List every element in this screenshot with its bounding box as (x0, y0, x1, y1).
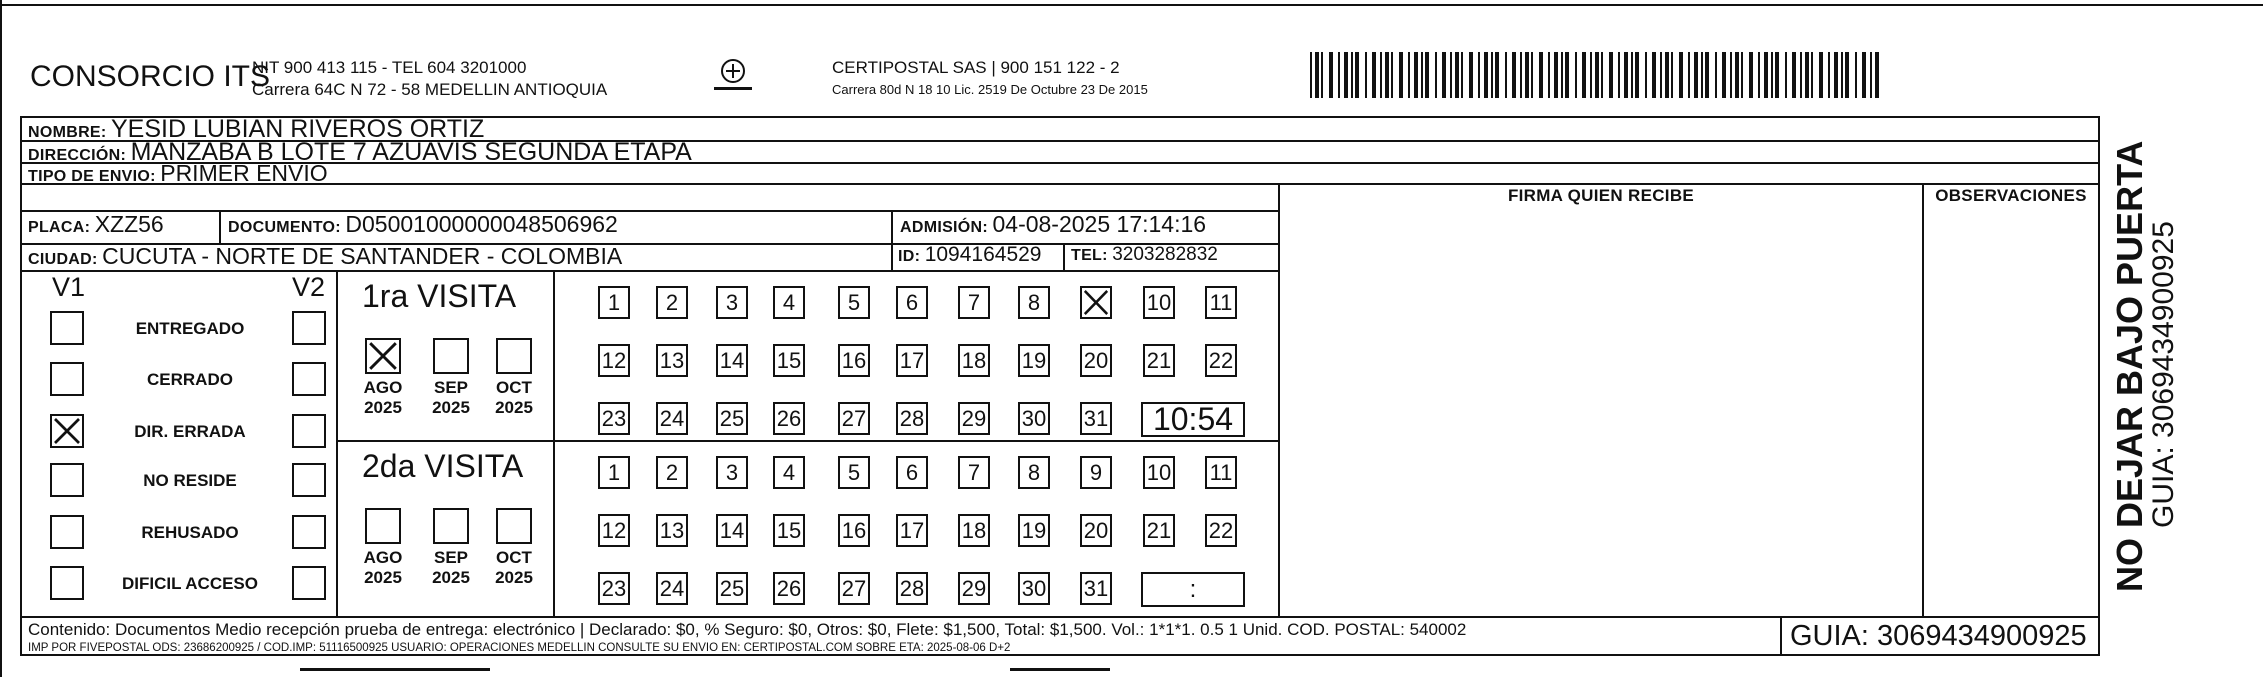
day-number: 31 (1083, 576, 1109, 601)
day-number: 29 (961, 576, 987, 601)
day-number: 16 (841, 518, 867, 543)
month-year: 2025 (364, 568, 402, 587)
day-box[interactable] (1018, 572, 1050, 605)
day-box[interactable] (716, 344, 748, 377)
v2-checkbox[interactable] (292, 311, 326, 345)
day-number: 3 (725, 290, 739, 315)
day-box[interactable] (1143, 514, 1175, 547)
day-box[interactable] (656, 402, 688, 435)
nombre-value: YESID LUBIAN RIVEROS ORTIZ (111, 115, 485, 143)
day-box[interactable] (838, 456, 870, 489)
day-number: 18 (961, 348, 987, 373)
day-box[interactable] (896, 514, 928, 547)
day-number: 28 (899, 406, 925, 431)
id-value: 1094164529 (924, 243, 1042, 266)
day-number: 26 (776, 576, 802, 601)
day-number: 19 (1021, 348, 1047, 373)
day-number: 17 (899, 518, 925, 543)
day-number: 2 (665, 460, 679, 485)
day-box[interactable] (656, 572, 688, 605)
day-number: 7 (967, 460, 981, 485)
day-number: 25 (719, 406, 745, 431)
day-box[interactable] (838, 402, 870, 435)
month-name: OCT (496, 378, 532, 397)
month-checkbox[interactable] (433, 338, 469, 374)
day-box[interactable] (896, 572, 928, 605)
documento-label: DOCUMENTO: (228, 219, 341, 236)
visit-2-title: 2da VISITA (362, 448, 524, 484)
day-box[interactable] (1080, 572, 1112, 605)
day-number: 24 (659, 576, 685, 601)
day-number: 15 (776, 348, 802, 373)
v2-checkbox[interactable] (292, 414, 326, 448)
day-box[interactable] (896, 456, 928, 489)
v2-header: V2 (292, 272, 326, 302)
day-box[interactable] (773, 286, 805, 319)
day-box[interactable] (656, 286, 688, 319)
day-box[interactable] (598, 514, 630, 547)
status-label: CERRADO (147, 370, 233, 389)
certipostal-nit: CERTIPOSTAL SAS | 900 151 122 - 2 (832, 58, 1120, 77)
day-box[interactable] (838, 286, 870, 319)
day-box[interactable] (656, 514, 688, 547)
day-box[interactable] (1143, 344, 1175, 377)
company-name: CONSORCIO ITS (30, 60, 271, 93)
day-box[interactable] (716, 286, 748, 319)
day-box[interactable] (958, 456, 990, 489)
day-box[interactable] (1080, 456, 1112, 489)
tipo-envio-label: TIPO DE ENVIO: (28, 168, 156, 185)
left-edge (0, 0, 2, 677)
month-year: 2025 (432, 398, 470, 417)
month-name: SEP (433, 548, 469, 567)
side-warning: NO DEJAR BAJO PUERTA (2109, 140, 2150, 592)
day-number: 23 (601, 406, 627, 431)
day-number: 31 (1083, 406, 1109, 431)
status-label: NO RESIDE (143, 471, 237, 490)
day-box[interactable] (958, 514, 990, 547)
v2-checkbox[interactable] (292, 515, 326, 549)
id-label: ID: (898, 248, 921, 265)
day-box[interactable] (598, 286, 630, 319)
day-box[interactable] (1205, 286, 1237, 319)
nombre-label: NOMBRE: (28, 124, 107, 141)
day-number: 10 (1146, 290, 1172, 315)
day-number: 5 (847, 290, 861, 315)
company-address: Carrera 64C N 72 - 58 MEDELLIN ANTIOQUIA (252, 80, 608, 99)
day-box[interactable] (1080, 286, 1112, 319)
month-checkbox[interactable] (433, 508, 469, 544)
ciudad-field (28, 243, 622, 270)
status-label: DIR. ERRADA (134, 422, 246, 441)
day-number: 14 (719, 518, 745, 543)
day-number: 30 (1021, 576, 1047, 601)
day-box[interactable] (598, 456, 630, 489)
day-box[interactable] (1018, 456, 1050, 489)
day-number: 14 (719, 348, 745, 373)
month-name: AGO (363, 378, 403, 397)
day-box[interactable] (1018, 344, 1050, 377)
month-checkbox[interactable] (496, 508, 532, 544)
tel-label: TEL: (1071, 247, 1108, 264)
month-label (355, 548, 411, 588)
side-guia: GUIA: 3069434900925 (2147, 221, 2180, 528)
day-number: 4 (782, 460, 796, 485)
day-box[interactable] (1143, 456, 1175, 489)
day-box[interactable] (598, 344, 630, 377)
day-number: 1 (607, 290, 621, 315)
month-checkbox[interactable] (365, 338, 401, 374)
day-box[interactable] (838, 572, 870, 605)
v1-checkbox[interactable] (50, 311, 84, 345)
day-number: 22 (1208, 348, 1234, 373)
day-box[interactable] (1018, 286, 1050, 319)
month-checkbox[interactable] (365, 508, 401, 544)
day-number: 16 (841, 348, 867, 373)
day-number: 26 (776, 406, 802, 431)
placa-label: PLACA: (28, 219, 91, 236)
month-name: AGO (363, 548, 403, 567)
day-number: 5 (847, 460, 861, 485)
month-checkbox[interactable] (496, 338, 532, 374)
day-box[interactable] (896, 344, 928, 377)
day-number: 21 (1146, 518, 1172, 543)
day-number: 1 (607, 460, 621, 485)
day-box[interactable] (716, 514, 748, 547)
day-number: 19 (1021, 518, 1047, 543)
admision-label: ADMISIÓN: (900, 219, 989, 236)
day-box[interactable] (773, 514, 805, 547)
company-nit: NIT 900 413 115 - TEL 604 3201000 (252, 58, 527, 77)
day-number: 11 (1209, 290, 1233, 315)
day-box[interactable] (598, 402, 630, 435)
certipostal-address: Carrera 80d N 18 10 Lic. 2519 De Octubre 23 De 2015 (832, 82, 1148, 97)
documento-field (228, 211, 618, 238)
month-label (486, 378, 542, 418)
v1-checkbox[interactable] (50, 463, 84, 497)
day-box[interactable] (896, 286, 928, 319)
tel-value: 3203282832 (1112, 244, 1218, 265)
month-label (423, 378, 479, 418)
day-number: 8 (1027, 460, 1041, 485)
day-number: 8 (1027, 290, 1041, 315)
day-number: 22 (1208, 518, 1234, 543)
documento-value: D05001000000048506962 (345, 211, 618, 237)
tipo-envio-value: PRIMER ENVIO (160, 160, 328, 186)
day-number: 9 (1089, 460, 1103, 485)
visit-time[interactable]: : (1141, 572, 1245, 607)
status-label: DIFICIL ACCESO (121, 574, 258, 593)
month-name: SEP (433, 378, 469, 397)
day-box[interactable] (773, 402, 805, 435)
day-number: 28 (899, 576, 925, 601)
day-number: 11 (1209, 460, 1233, 485)
month-label (423, 548, 479, 588)
day-box[interactable] (838, 514, 870, 547)
day-box[interactable] (1018, 402, 1050, 435)
day-box[interactable] (1143, 286, 1175, 319)
day-number: 18 (961, 518, 987, 543)
placa-value: XZZ56 (94, 211, 164, 237)
tel-field (1071, 244, 1218, 266)
observaciones-header: OBSERVACIONES (1935, 186, 2087, 205)
day-box[interactable] (656, 344, 688, 377)
ciudad-label: CIUDAD: (28, 251, 98, 268)
v1-checkbox[interactable] (50, 414, 84, 448)
footer-contenido: Contenido: Documentos Medio recepción prueba de entrega: electrónico | Declarado: $0, % Seguro: $0, Otros: $0, Flete: $1,500, Total: $1,500. Vol.: 1*1*1. 0.5 1 Unid. COD. POSTAL: 540002 (28, 620, 1467, 639)
status-label: REHUSADO (141, 523, 239, 542)
day-number: 12 (601, 348, 627, 373)
day-box[interactable] (1080, 514, 1112, 547)
day-box[interactable] (1080, 344, 1112, 377)
day-box[interactable] (958, 344, 990, 377)
day-number: 6 (905, 290, 919, 315)
month-year: 2025 (495, 398, 533, 417)
day-number: 7 (967, 290, 981, 315)
day-number: 13 (659, 518, 685, 543)
day-number: 29 (961, 406, 987, 431)
day-box[interactable] (656, 456, 688, 489)
v2-checkbox[interactable] (292, 463, 326, 497)
v1-checkbox[interactable] (50, 566, 84, 600)
top-edge (0, 4, 2263, 6)
v1-checkbox[interactable] (50, 362, 84, 396)
barcode-icon (1310, 52, 1880, 98)
day-box[interactable] (896, 402, 928, 435)
day-box[interactable] (716, 572, 748, 605)
certipostal-logo (710, 56, 756, 98)
month-year: 2025 (495, 568, 533, 587)
day-number: 20 (1083, 348, 1109, 373)
day-number: 24 (659, 406, 685, 431)
day-box[interactable] (1205, 344, 1237, 377)
status-label: ENTREGADO (135, 319, 245, 338)
footer-guia: GUIA: 3069434900925 (1790, 620, 2087, 652)
day-number: 21 (1146, 348, 1172, 373)
tipo-envio-field (28, 160, 328, 187)
day-box[interactable] (1018, 514, 1050, 547)
day-box[interactable] (958, 572, 990, 605)
direccion-label: DIRECCIÓN: (28, 147, 127, 164)
v2-checkbox[interactable] (292, 566, 326, 600)
month-year: 2025 (432, 568, 470, 587)
month-label (486, 548, 542, 588)
day-box[interactable] (773, 456, 805, 489)
day-number: 10 (1146, 460, 1172, 485)
day-number: 20 (1083, 518, 1109, 543)
month-year: 2025 (364, 398, 402, 417)
day-box[interactable] (716, 456, 748, 489)
day-box[interactable] (773, 344, 805, 377)
month-name: OCT (496, 548, 532, 567)
day-number: 2 (665, 290, 679, 315)
day-box[interactable] (773, 572, 805, 605)
day-number: 23 (601, 576, 627, 601)
v2-checkbox[interactable] (292, 362, 326, 396)
visit-time[interactable]: 10:54 (1141, 402, 1245, 437)
id-field (898, 243, 1041, 267)
month-label (355, 378, 411, 418)
day-box[interactable] (716, 402, 748, 435)
v1-checkbox[interactable] (50, 515, 84, 549)
footer-imp: IMP POR FIVEPOSTAL ODS: 23686200925 / COD.IMP: 51116500925 USUARIO: OPERACIONES MEDELLIN CONSULTE SU ENVIO EN: CERTIPOSTAL.COM SOBRE ETA: 2025-08-06 D+2 (28, 642, 1011, 654)
day-number: 4 (782, 290, 796, 315)
placa-field (28, 211, 164, 238)
admision-value: 04-08-2025 17:14:16 (992, 211, 1207, 237)
day-box[interactable] (598, 572, 630, 605)
day-number: 27 (841, 576, 867, 601)
day-number: 12 (601, 518, 627, 543)
day-box[interactable] (958, 402, 990, 435)
day-number: 6 (905, 460, 919, 485)
v1-header: V1 (52, 272, 86, 302)
day-box[interactable] (838, 344, 870, 377)
visit-1-title: 1ra VISITA (362, 278, 517, 314)
day-number: 27 (841, 406, 867, 431)
day-box[interactable] (958, 286, 990, 319)
day-box[interactable] (1080, 402, 1112, 435)
direccion-value: MANZABA B LOTE 7 AZUAVIS SEGUNDA ETAPA (130, 138, 692, 166)
ciudad-value: CUCUTA - NORTE DE SANTANDER - COLOMBIA (102, 243, 623, 269)
day-box[interactable] (1205, 456, 1237, 489)
day-number: 13 (659, 348, 685, 373)
day-number: 25 (719, 576, 745, 601)
admision-field (900, 211, 1206, 238)
firma-header: FIRMA QUIEN RECIBE (1507, 186, 1695, 205)
day-box[interactable] (1205, 514, 1237, 547)
day-number: 17 (899, 348, 925, 373)
day-number: 3 (725, 460, 739, 485)
day-number: 30 (1021, 406, 1047, 431)
day-number: 15 (776, 518, 802, 543)
